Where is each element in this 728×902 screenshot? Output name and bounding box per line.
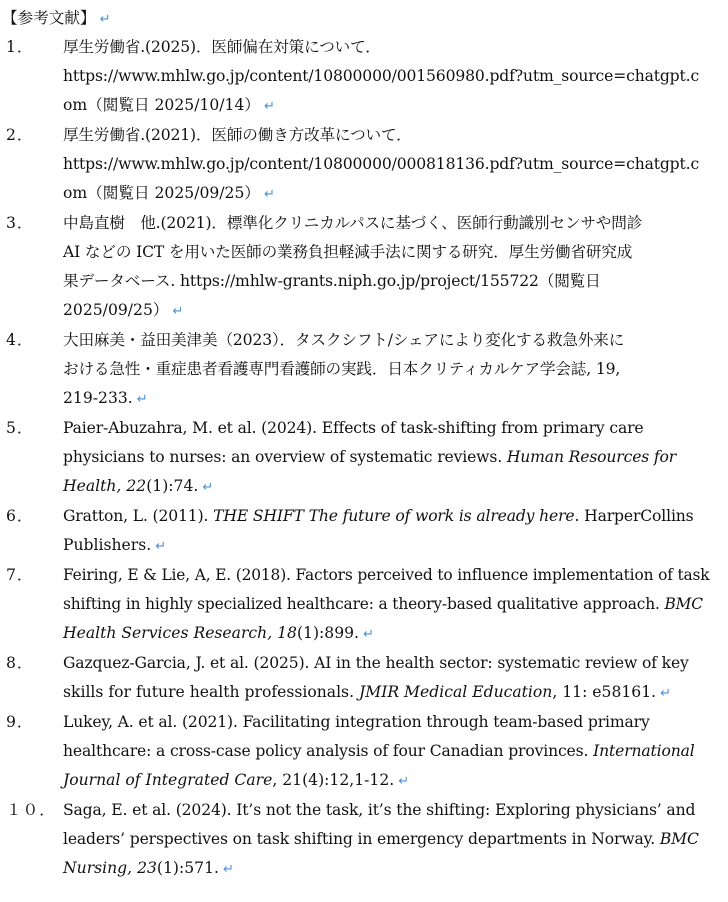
reference-text: , 11: e58161. — [552, 683, 657, 701]
reference-text: 219-233. — [63, 389, 133, 407]
reference-line — [63, 384, 710, 414]
reference-line — [63, 267, 710, 296]
reference-line — [63, 531, 710, 561]
reference-text: , 21(4):12,1-12. — [272, 771, 395, 789]
paragraph-mark-icon: ↵ — [660, 686, 671, 701]
reference-text: 厚生労働省.(2021)．医師の働き方改革について． — [63, 126, 412, 144]
reference-line — [63, 414, 710, 443]
reference-number: 8． — [6, 654, 34, 672]
reference-text: Feiring, E & Lie, A, E. (2018). Factors perceived to influence implementation of task — [63, 566, 710, 584]
reference-line — [63, 854, 710, 884]
reference-line — [63, 150, 710, 179]
paragraph-mark-icon: ↵ — [172, 304, 184, 319]
reference-text: Publishers. — [63, 536, 152, 554]
reference-item — [0, 33, 728, 121]
paragraph-mark-icon: ↵ — [398, 774, 410, 789]
reference-text: Saga, E. et al. (2024). It’s not the task, it’s the shifting: Exploring physicians’ and — [63, 801, 696, 819]
reference-number: 2． — [6, 126, 34, 144]
reference-italic-text: BMC — [664, 595, 703, 613]
reference-line — [63, 708, 710, 737]
reference-line — [63, 619, 710, 649]
paragraph-mark-icon: ↵ — [99, 12, 111, 27]
paragraph-mark-icon: ↵ — [136, 392, 148, 407]
reference-line — [63, 121, 710, 150]
reference-line — [63, 590, 710, 619]
reference-text: shifting in highly specialized healthcare: a theory-based qualitative approach. — [63, 595, 665, 613]
reference-italic-text: Journal of Integrated Care — [63, 771, 273, 789]
reference-italic-text: JMIR Medical Education — [358, 683, 553, 701]
reference-italic-text: Nursing, 23 — [63, 859, 157, 877]
reference-number: 3． — [6, 214, 34, 232]
reference-italic-text: International — [593, 742, 695, 760]
reference-text: skills for future health professionals. — [63, 683, 359, 701]
reference-text: om（閲覧日 2025/10/14） — [63, 96, 260, 114]
paragraph-mark-icon: ↵ — [223, 862, 234, 877]
reference-number: １０． — [6, 801, 56, 819]
reference-line — [63, 678, 710, 708]
reference-item — [0, 502, 728, 561]
reference-text: Gazquez-Garcia, J. et al. (2025). AI in the health sector: systematic review of key — [63, 654, 689, 672]
reference-text: physicians to nurses: an overview of systematic reviews. — [63, 448, 507, 466]
reference-italic-text: Health, 22 — [63, 477, 147, 495]
reference-text: Gratton, L. (2011). — [63, 507, 214, 525]
reference-line — [63, 326, 710, 355]
reference-number: 7． — [6, 566, 34, 584]
reference-text: (1):899. — [296, 624, 360, 642]
reference-italic-text: Human Resources for — [506, 448, 677, 466]
reference-line — [63, 62, 710, 91]
reference-line — [63, 355, 710, 384]
reference-list — [0, 33, 728, 884]
reference-line — [63, 825, 710, 854]
reference-text: https://www.mhlw.go.jp/content/10800000/001560980.pdf?utm_source=chatgpt.c — [63, 67, 700, 85]
paragraph-mark-icon: ↵ — [263, 187, 275, 202]
reference-text: 果データベース. https://mhlw-grants.niph.go.jp/project/155722（閲覧日 — [63, 272, 601, 290]
reference-number: 6． — [6, 507, 34, 525]
reference-text: leaders’ perspectives on task shifting in emergency departments in Norway. — [63, 830, 660, 848]
reference-line — [63, 443, 710, 472]
reference-text: 2025/09/25） — [63, 301, 169, 319]
reference-line — [63, 649, 710, 678]
reference-number: 4． — [6, 331, 34, 349]
paragraph-mark-icon: ↵ — [263, 99, 275, 114]
reference-italic-text: Health Services Research, 18 — [63, 624, 297, 642]
reference-line — [63, 33, 710, 62]
reference-item — [0, 121, 728, 209]
reference-line — [63, 91, 710, 121]
reference-item — [0, 326, 728, 414]
reference-line — [63, 296, 710, 326]
reference-number: 1． — [6, 38, 34, 56]
reference-text: (1):571. — [156, 859, 219, 877]
reference-item — [0, 796, 728, 884]
reference-text: おける急性・重症患者看護専門看護師の実践．日本クリティカルケア学会誌, 19, — [63, 360, 621, 378]
reference-text: Lukey, A. et al. (2021). Facilitating integration through team-based primary — [63, 713, 650, 731]
reference-item — [0, 649, 728, 708]
reference-line — [63, 766, 710, 796]
reference-text: https://www.mhlw.go.jp/content/10800000/000818136.pdf?utm_source=chatgpt.c — [63, 155, 700, 173]
reference-line — [63, 179, 710, 209]
reference-line — [63, 209, 710, 238]
reference-line — [63, 796, 710, 825]
reference-text: 厚生労働省.(2025)．医師偏在対策について． — [63, 38, 381, 56]
reference-line — [63, 561, 710, 590]
reference-line — [63, 737, 710, 766]
heading-text: 【参考文献】 — [2, 9, 96, 27]
paragraph-mark-icon: ↵ — [155, 539, 167, 554]
reference-text: (1):74. — [146, 477, 199, 495]
reference-number: 9． — [6, 713, 34, 731]
reference-italic-text: THE SHIFT The future of work is already here — [213, 507, 575, 525]
references-heading — [2, 4, 110, 34]
reference-line — [63, 238, 710, 267]
reference-line — [63, 472, 710, 502]
paragraph-mark-icon: ↵ — [202, 480, 214, 495]
reference-item — [0, 561, 728, 649]
reference-text: om（閲覧日 2025/09/25） — [63, 184, 260, 202]
paragraph-mark-icon: ↵ — [363, 627, 374, 642]
reference-text: AI などの ICT を用いた医師の業務負担軽減手法に関する研究．厚生労働省研究成 — [63, 243, 633, 261]
reference-item — [0, 414, 728, 502]
reference-item — [0, 209, 728, 326]
reference-text: Paier-Abuzahra, M. et al. (2024). Effects of task-shifting from primary care — [63, 419, 644, 437]
reference-item — [0, 708, 728, 796]
reference-text: 中島直樹 他.(2021)．標準化クリニカルパスに基づく、医師行動識別センサや問診 — [63, 214, 643, 232]
reference-text: . HarperCollins — [574, 507, 694, 525]
reference-text: 大田麻美・益田美津美（2023）．タスクシフト/シェアにより変化する救急外来に — [63, 331, 625, 349]
reference-line — [63, 502, 710, 531]
reference-number: 5． — [6, 419, 34, 437]
reference-italic-text: BMC — [659, 830, 699, 848]
reference-text: healthcare: a cross-case policy analysis of four Canadian provinces. — [63, 742, 594, 760]
